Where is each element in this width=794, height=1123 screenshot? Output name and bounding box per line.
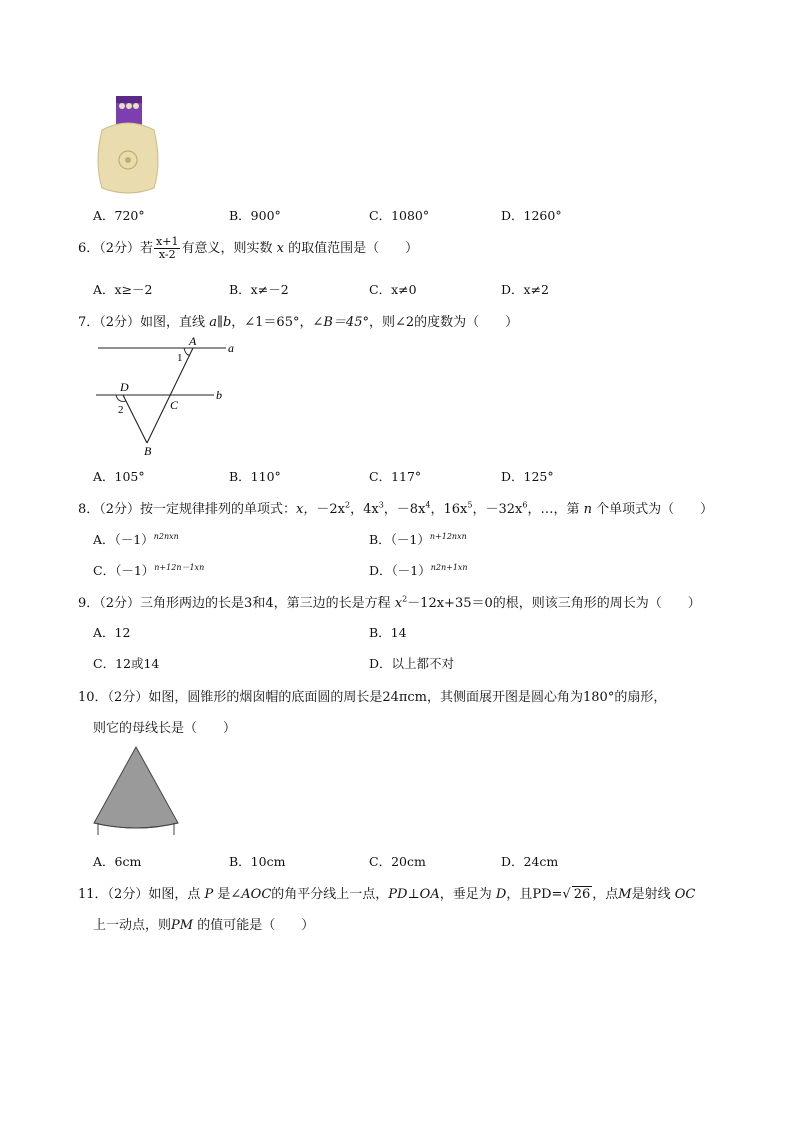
q9-text-a: 9．（2分）三角形两边的长是3和4，第三边的长是方程 [78,596,391,611]
q8-option-d-exp: n2n+1xn [430,562,468,572]
label-angle-2: 2 [118,404,124,416]
q6-numerator: x+1 [156,235,179,248]
q10-option-b: B．10cm [229,854,286,869]
q7-number: 7．（2分）如图，直线 [78,315,206,330]
q8-term-1: x， [296,502,317,517]
q11-point-m: M [618,887,632,902]
q8-option-c [93,561,204,579]
q11-text-c: 的角平分线上一点， [271,887,389,902]
q7-angle1: ，∠1＝65°， [231,315,313,330]
q8-option-a-exp: n2nxn [153,531,179,541]
q11-text-f: ，点 [592,887,619,902]
q8-term-3-exp: 3 [378,500,384,510]
label-c-point: C [170,398,179,412]
q8-term-3: ，4x [350,502,379,517]
q6-fraction [154,236,180,261]
cone-body [94,747,178,828]
q11-stem-line-1 [78,883,695,902]
q11-text-b: 是 [217,887,231,902]
q6-option-a: A．x≥－2 [93,282,153,297]
q8-term-2: －2x [316,502,345,517]
q9-option-a: A．12 [93,625,131,640]
q10-cone-figure [90,743,186,839]
q8-option-b-base: B．（－1） [369,532,430,547]
label-line-b: b [216,388,222,402]
q10-option-a: A．6cm [93,854,142,869]
q8-option-c-exp: n+12n－1xn [154,562,205,572]
label-line-a: a [228,341,234,355]
q6-option-b: B．x≠－2 [229,282,289,297]
q11-text-d: ，垂足为 [439,887,492,902]
q7-option-b: B．110° [229,469,281,484]
q6-variable: x [276,241,284,256]
label-d-point: D [120,380,129,394]
q7-angle-b: ∠B＝45° [312,315,369,330]
q11-perp: PD⊥OA [388,887,440,902]
q8-term-4-exp: 4 [425,500,431,510]
q8-term-5-exp: 5 [467,500,473,510]
q9-option-c: C．12或14 [93,656,160,671]
q9-option-d: D．以上都不对 [369,656,455,671]
q11-sqrt-value: 26 [573,887,591,902]
q7-figure [92,334,242,460]
q5-option-c: C．1080° [369,208,430,223]
q8-text-c: 个单项式为（ ） [596,502,714,517]
label-a-point: A [189,334,197,348]
q11-pm: PM [171,918,194,933]
q6-text-after: 有意义，则实数 [181,241,273,256]
q9-option-b: B．14 [369,625,407,640]
q6-option-d: D．x≠2 [501,282,549,297]
q10-option-c: C．20cm [369,854,426,869]
q11-text-e: ，且PD= [506,887,563,902]
q8-term-4: ，－8x [383,502,426,517]
q9-eq-x: x [394,596,403,611]
q11-point-p: P [204,887,214,902]
q11-angle: ∠AOC [230,887,272,902]
segment-db [123,395,147,443]
q11-ray-oc: OC [674,887,696,902]
q8-option-b-exp: n+12nxn [429,531,467,541]
q10-stem-line-1: 10．（2分）如图，圆锥形的烟囱帽的底面圆的周长是24πcm，其侧面展开图是圆心角为180°的扇形， [78,690,667,705]
q6-denominator: x-2 [158,248,176,261]
q7-option-a: A．105° [93,469,145,484]
q5-option-b: B．900° [229,208,281,223]
q7-parallel: a∥b [209,315,232,330]
q11-text-g: 是射线 [631,887,671,902]
q7-option-d: D．125° [501,469,554,484]
q6-number: 6．（2分）若 [78,241,154,256]
q7-option-c: C．117° [369,469,422,484]
q11-line2-b: 的值可能是（ ） [197,918,315,933]
q8-text-b: ，…，第 [527,502,580,517]
q8-term-6-exp: 6 [522,500,528,510]
q8-term-2-exp: 2 [345,500,351,510]
q6-option-c: C．x≠0 [369,282,417,297]
q8-option-d-base: D．（－1） [369,563,431,578]
q8-option-b [369,530,467,548]
q8-term-5: ，16x [430,502,468,517]
q9-eq-exp: 2 [402,594,408,604]
q6-stem [78,236,418,261]
label-angle-1: 1 [177,352,183,364]
q8-option-a-base: A．（－1） [93,532,154,547]
q7-text-end: ，则∠2的度数为（ ） [368,315,519,330]
angle-1-arc [184,348,190,355]
q9-stem [78,592,701,611]
q11-line2-a: 上一动点，则 [93,918,172,933]
q9-eq-rest: －12x+35＝0的根，则该三角形的周长为（ ） [407,596,701,611]
q11-text-a: 11．（2分）如图，点 [78,887,201,902]
q8-n: n [583,502,592,517]
q8-option-d [369,561,468,579]
q8-term-6: ，－32x [472,502,523,517]
q8-option-a [93,530,179,548]
label-b-point: B [144,444,152,458]
medal-image [90,94,165,196]
q7-stem [78,311,518,330]
q5-option-a: A．720° [93,208,145,223]
q6-text-end: 的取值范围是（ ） [288,241,419,256]
q8-text-a: 8．（2分）按一定规律排列的单项式： [78,502,297,517]
q11-sqrt-sign: √ [562,887,571,902]
q10-stem-line-2: 则它的母线长是（ ） [93,721,237,736]
q8-stem [78,498,713,517]
q8-option-c-base: C．（－1） [93,563,155,578]
q11-point-d: D [495,887,507,902]
q10-option-d: D．24cm [501,854,559,869]
q5-option-d: D．1260° [501,208,562,223]
q11-stem-line-2 [93,914,314,933]
